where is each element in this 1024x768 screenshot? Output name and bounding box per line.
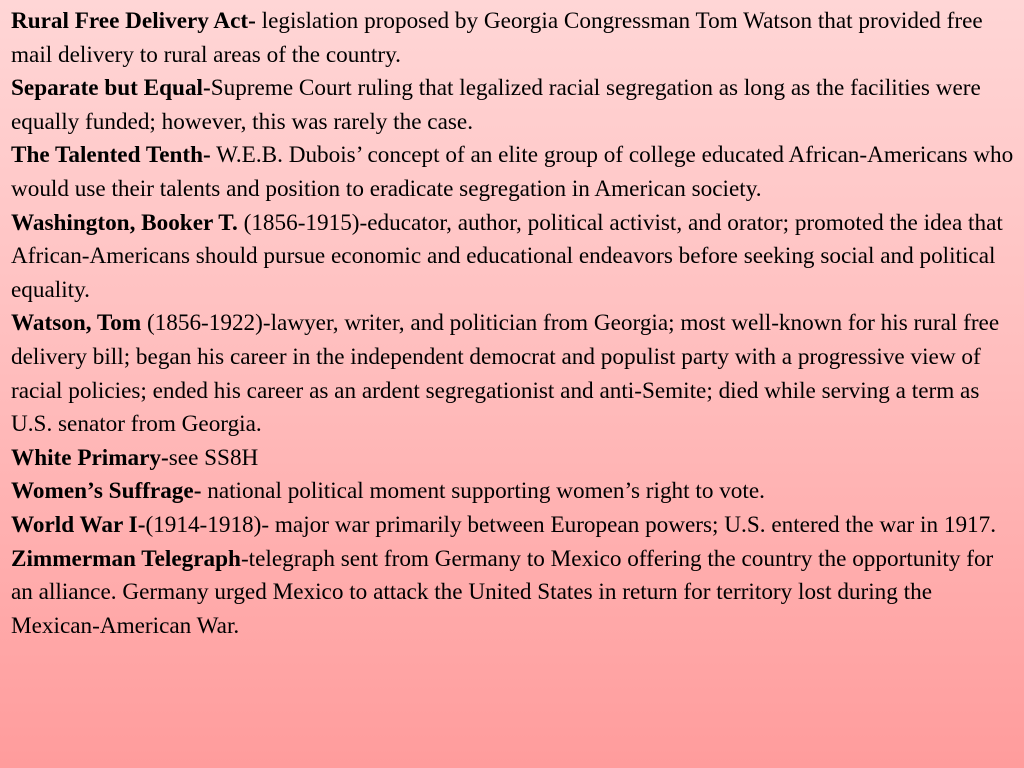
glossary-term: Zimmerman Telegraph <box>11 545 241 572</box>
glossary-definition: (1856-1915)-educator, author, political activist, and orator; promoted the idea that African-Americans should pursue economic and educational endeavors before seeking social and political equality. <box>11 209 1003 303</box>
glossary-entry-rural-free-delivery-act <box>11 5 1014 72</box>
glossary-definition: -telegraph sent from Germany to Mexico offering the country the opportunity for an alliance. Germany urged Mexico to attack the United States in return for territory lost during the Mexican-American War. <box>11 545 994 639</box>
glossary-definition: Supreme Court ruling that legalized racial segregation as long as the facilities were equally funded; however, this was rarely the case. <box>11 75 981 135</box>
glossary-term: The Talented Tenth- <box>11 142 211 169</box>
glossary-definition: national political moment supporting women’s right to vote. <box>201 478 765 505</box>
glossary-entry-separate-but-equal <box>11 72 1014 139</box>
glossary-definition: legislation proposed by Georgia Congressman Tom Watson that provided free mail delivery to rural areas of the country. <box>11 8 983 68</box>
glossary-term: White Primary- <box>11 444 169 471</box>
glossary-definition: see SS8H <box>168 444 259 471</box>
glossary-definition: (1914-1918)- major war primarily between European powers; U.S. entered the war in 1917. <box>145 511 997 538</box>
glossary-term: Rural Free Delivery Act- <box>11 8 256 34</box>
glossary-entry-washington-booker-t <box>11 207 1014 308</box>
glossary-entry-zimmerman-telegraph <box>11 543 1014 644</box>
glossary-term: World War I- <box>11 511 146 538</box>
glossary-term: Women’s Suffrage- <box>11 478 202 505</box>
glossary-entry-watson-tom <box>11 307 1014 441</box>
glossary-term: Watson, Tom <box>11 310 142 337</box>
glossary-entry-talented-tenth <box>11 139 1014 206</box>
glossary-entry-womens-suffrage <box>11 475 1014 509</box>
glossary-list <box>11 5 1014 643</box>
glossary-definition: (1856-1922)-lawyer, writer, and politician from Georgia; most well-known for his rural free delivery bill; began his career in the independent democrat and populist party with a progressive view of racial policies; ended his career as an ardent segregationist and anti-Semite; died while serving a term as U.S. senator from Georgia. <box>11 310 1000 438</box>
glossary-entry-world-war-i <box>11 509 1014 543</box>
glossary-term: Separate but Equal- <box>11 75 211 102</box>
glossary-entry-white-primary <box>11 442 1014 476</box>
glossary-term: Washington, Booker T. <box>11 209 238 236</box>
glossary-definition: W.E.B. Dubois’ concept of an elite group of college educated African-Americans who would use their talents and position to eradicate segregation in American society. <box>11 142 1014 202</box>
